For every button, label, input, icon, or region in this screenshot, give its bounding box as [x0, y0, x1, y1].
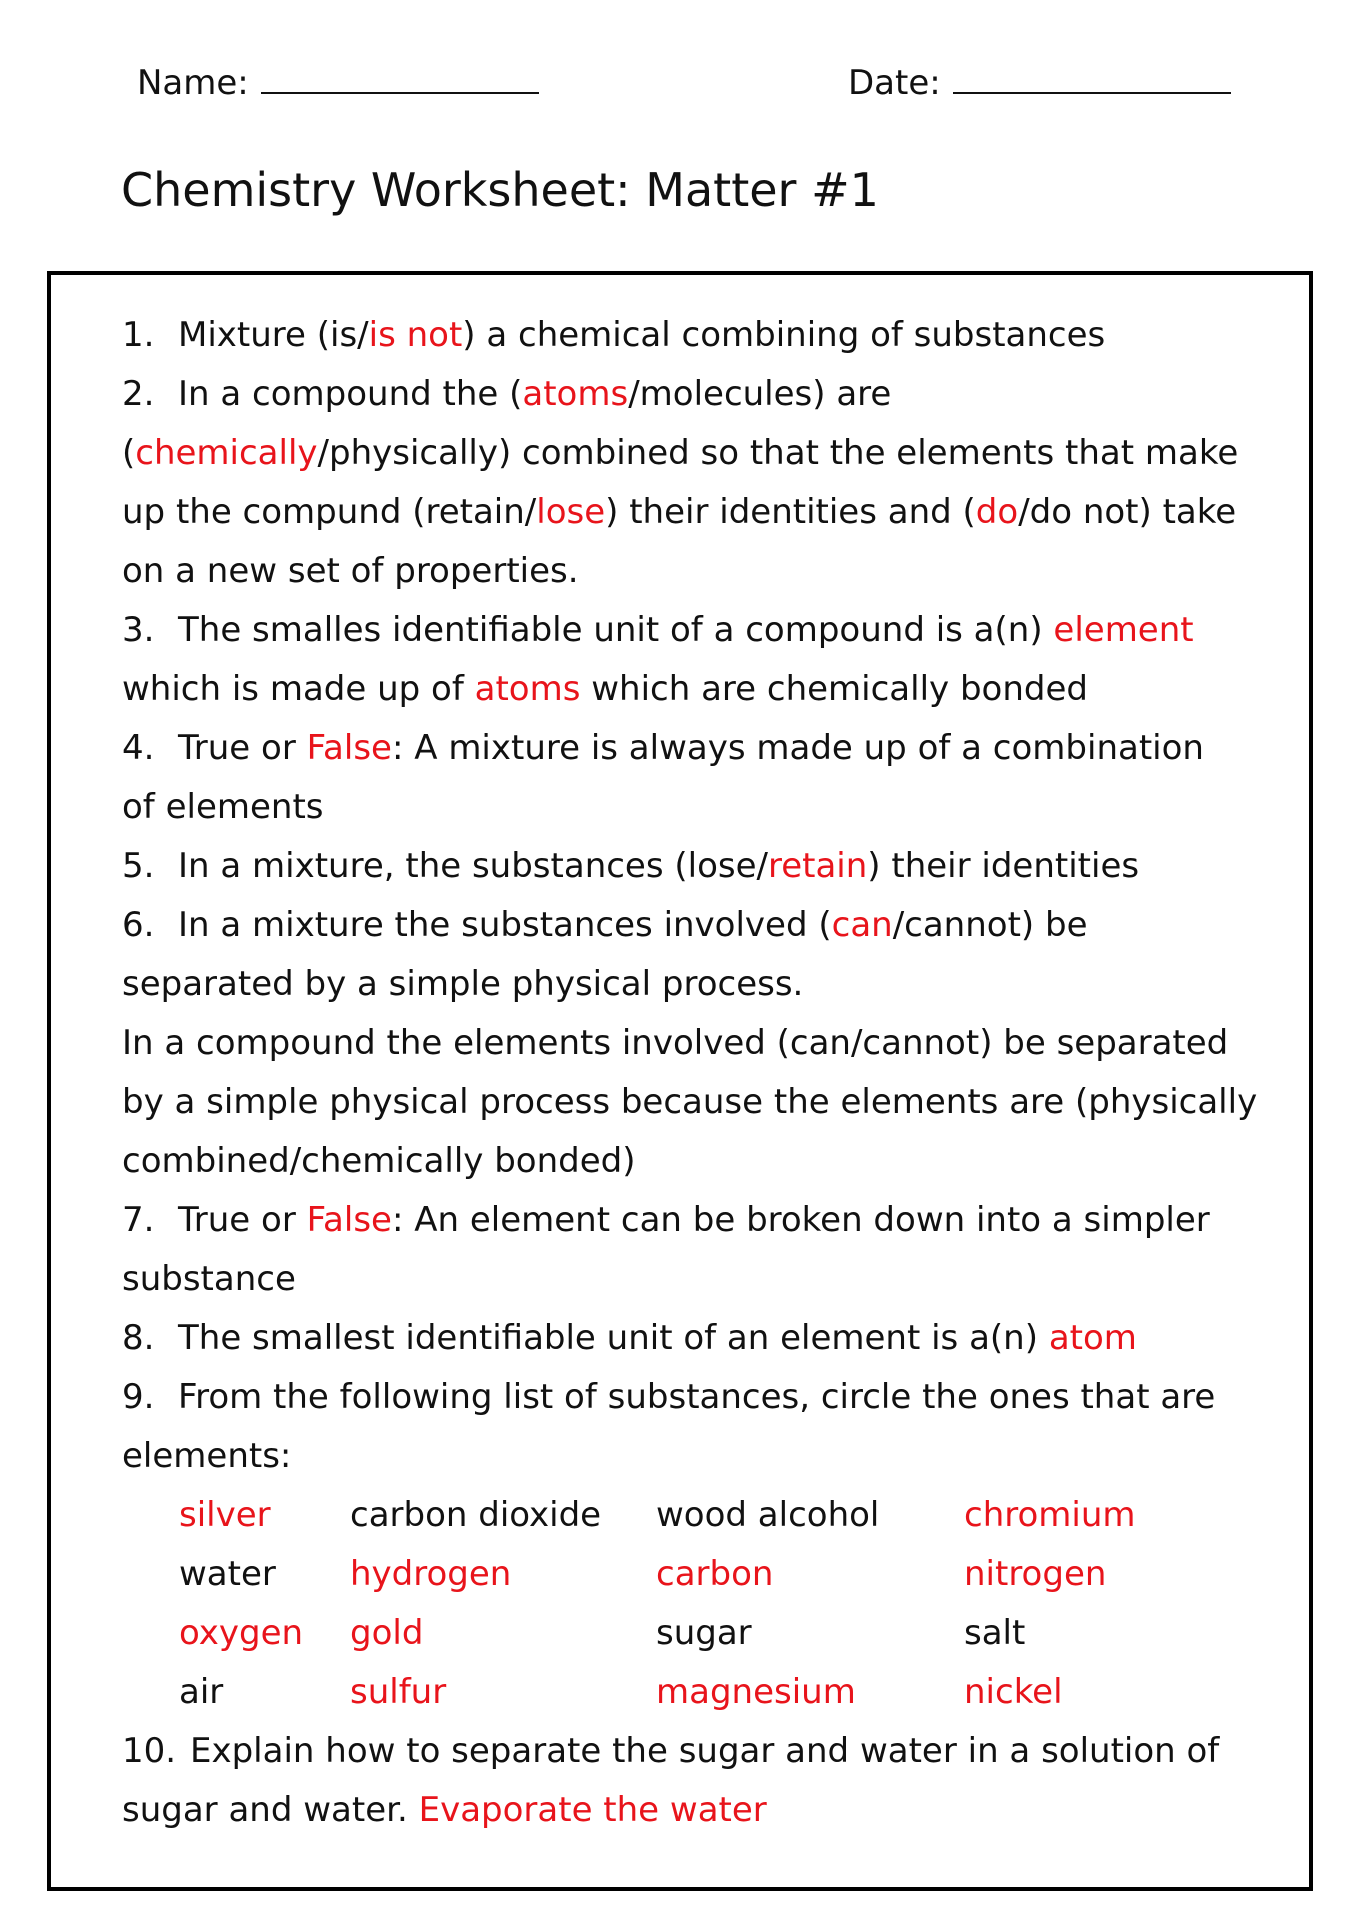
question-3-line-2	[122, 660, 1252, 719]
question-number: 3.	[122, 610, 155, 650]
substance-item[interactable]: nitrogen	[964, 1554, 1107, 1594]
question-text: /molecules) are	[628, 374, 892, 414]
question-2-line-2	[122, 424, 1252, 483]
name-field[interactable]	[137, 58, 539, 105]
substance-item[interactable]: salt	[964, 1613, 1026, 1653]
question-5	[122, 837, 1252, 896]
question-text: Explain how to separate the sugar and water in a solution of	[190, 1731, 1220, 1771]
question-7-line-2: substance	[122, 1259, 296, 1299]
substance-item[interactable]: wood alcohol	[656, 1495, 880, 1535]
question-text: The smalles identifiable unit of a compound is a(n)	[178, 610, 1054, 650]
questions-list	[122, 306, 1258, 1840]
question-text: In a mixture, the substances (lose/	[178, 846, 768, 886]
question-4-line-2: of elements	[122, 787, 324, 827]
date-label: Date:	[848, 63, 941, 103]
question-9	[122, 1368, 1252, 1427]
name-blank-line[interactable]	[261, 58, 539, 94]
question-text: sugar and water.	[122, 1790, 419, 1830]
answer-text: Evaporate the water	[418, 1790, 767, 1830]
question-text: Mixture (is/	[178, 315, 369, 355]
worksheet-title: Chemistry Worksheet: Matter #1	[121, 163, 879, 217]
question-6-line-3: In a compound the elements involved (can/cannot) be separated	[122, 1023, 1229, 1063]
substance-item[interactable]: gold	[350, 1613, 424, 1653]
question-text: which are chemically bonded	[580, 669, 1088, 709]
question-text: : An element can be broken down into a simpler	[391, 1200, 1210, 1240]
answer-text: False	[306, 1200, 392, 1240]
answer-text: atom	[1048, 1318, 1137, 1358]
question-number: 2.	[122, 374, 155, 414]
substance-row	[122, 1486, 1252, 1545]
question-10	[122, 1722, 1252, 1781]
substance-row	[122, 1604, 1252, 1663]
name-label: Name:	[137, 63, 249, 103]
date-field[interactable]	[848, 58, 1231, 105]
substance-item[interactable]: carbon dioxide	[350, 1495, 602, 1535]
substance-item[interactable]: hydrogen	[350, 1554, 512, 1594]
question-text: up the compund (retain/	[122, 492, 537, 532]
question-text: The smallest identifiable unit of an element is a(n)	[178, 1318, 1049, 1358]
substance-item[interactable]: magnesium	[656, 1672, 856, 1712]
answer-text: False	[306, 728, 392, 768]
question-text: : A mixture is always made up of a combination	[391, 728, 1204, 768]
date-blank-line[interactable]	[953, 58, 1231, 94]
question-number: 7.	[122, 1200, 155, 1240]
question-text: ) their identities and (	[605, 492, 976, 532]
substance-item[interactable]: sugar	[656, 1613, 752, 1653]
question-number: 9.	[122, 1377, 155, 1417]
question-text: In a mixture the substances involved (	[178, 905, 832, 945]
answer-text: retain	[767, 846, 868, 886]
substance-item[interactable]: carbon	[656, 1554, 774, 1594]
question-text: True or	[178, 728, 307, 768]
question-text: /physically) combined so that the elements that make	[317, 433, 1239, 473]
question-6-line-4: by a simple physical process because the elements are (physically	[122, 1082, 1258, 1122]
substance-item[interactable]: nickel	[964, 1672, 1063, 1712]
question-text: /do not) take	[1018, 492, 1237, 532]
substance-item[interactable]: water	[179, 1554, 276, 1594]
answer-text: chemically	[135, 433, 318, 473]
question-number: 1.	[122, 315, 155, 355]
question-2	[122, 365, 1252, 424]
substance-item[interactable]: oxygen	[179, 1613, 304, 1653]
question-text: From the following list of substances, circle the ones that are	[178, 1377, 1216, 1417]
question-text: ) their identities	[867, 846, 1140, 886]
question-text: /cannot) be	[892, 905, 1088, 945]
question-4	[122, 719, 1252, 778]
substance-row	[122, 1663, 1252, 1722]
substance-item[interactable]: silver	[179, 1495, 271, 1535]
substance-item[interactable]: chromium	[964, 1495, 1136, 1535]
substance-item[interactable]: air	[179, 1672, 224, 1712]
question-8	[122, 1309, 1252, 1368]
answer-text: atoms	[474, 669, 581, 709]
question-number: 6.	[122, 905, 155, 945]
question-text: (	[122, 433, 136, 473]
answer-text: atoms	[522, 374, 629, 414]
substance-row	[122, 1545, 1252, 1604]
question-text: ) a chemical combining of substances	[462, 315, 1106, 355]
question-number: 10.	[122, 1731, 177, 1771]
question-6-line-2: separated by a simple physical process.	[122, 964, 804, 1004]
question-3	[122, 601, 1252, 660]
question-text: True or	[178, 1200, 307, 1240]
question-number: 5.	[122, 846, 155, 886]
answer-text: element	[1053, 610, 1194, 650]
question-7	[122, 1191, 1252, 1250]
answer-text: do	[975, 492, 1019, 532]
answer-text: lose	[536, 492, 606, 532]
question-6-line-5: combined/chemically bonded)	[122, 1141, 636, 1181]
substance-item[interactable]: sulfur	[350, 1672, 447, 1712]
question-10-line-2	[122, 1781, 1252, 1840]
question-text: In a compound the (	[178, 374, 523, 414]
question-2-line-3	[122, 483, 1252, 542]
question-number: 8.	[122, 1318, 155, 1358]
question-6	[122, 896, 1252, 955]
question-text: which is made up of	[122, 669, 475, 709]
answer-text: is not	[368, 315, 463, 355]
answer-text: can	[831, 905, 893, 945]
question-number: 4.	[122, 728, 155, 768]
question-2-line-4: on a new set of properties.	[122, 551, 579, 591]
question-1	[122, 306, 1252, 365]
question-9-line-2: elements:	[122, 1436, 292, 1476]
